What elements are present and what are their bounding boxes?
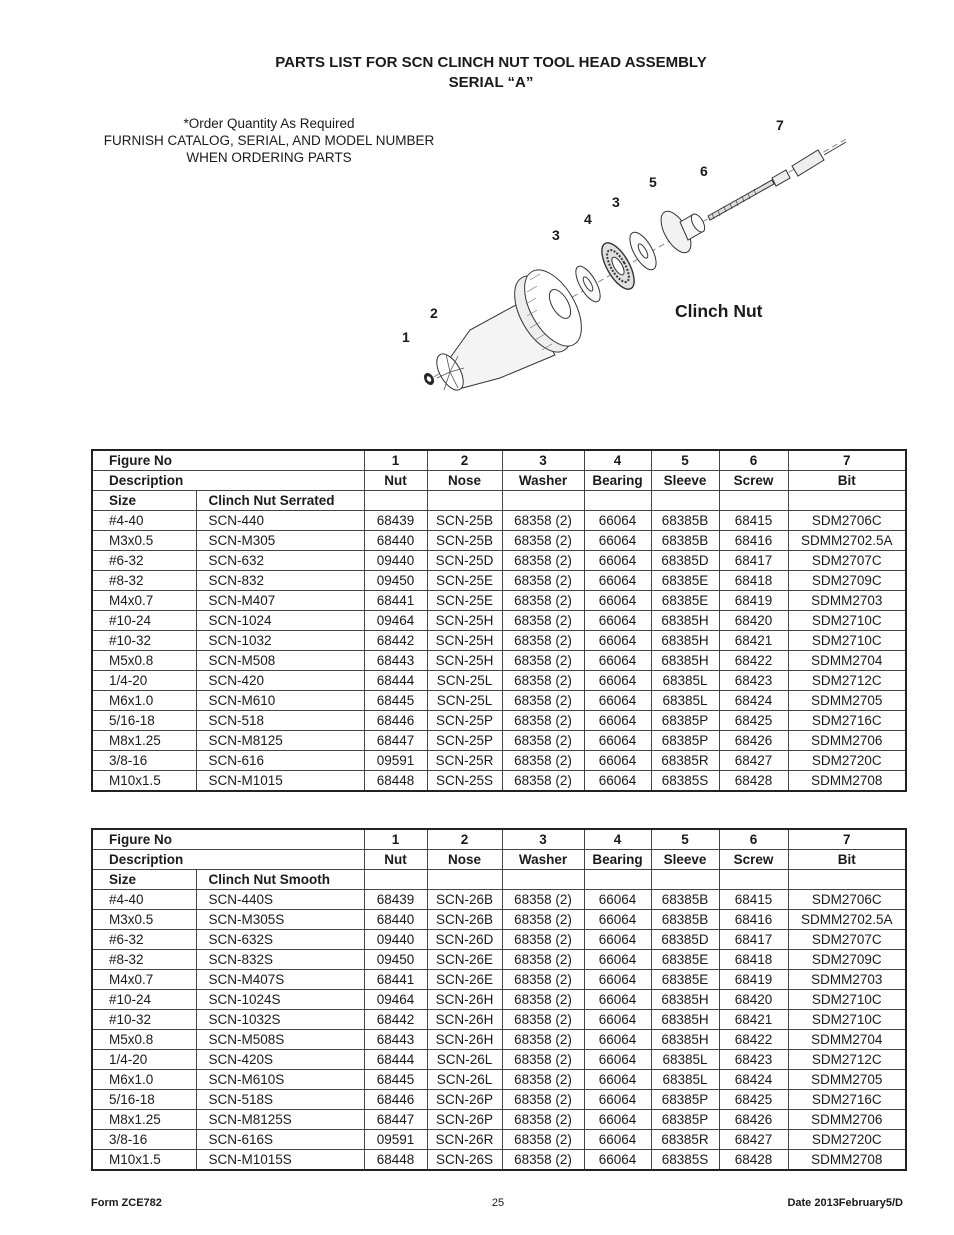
table-row: #10-32 SCN-1032 68442 SCN-25H 68358 (2) 66064 68385H 68421 SDM2710C bbox=[92, 631, 906, 651]
table-row: M10x1.5 SCN-M1015 68448 SCN-25S 68358 (2) 66064 68385S 68428 SDMM2708 bbox=[92, 771, 906, 792]
table-row: #10-32 SCN-1032S 68442 SCN-26H 68358 (2) 66064 68385H 68421 SDM2710C bbox=[92, 1010, 906, 1030]
col-bit: Bit bbox=[788, 471, 906, 491]
fig-3: 3 bbox=[502, 450, 584, 471]
table-row: M8x1.25 SCN-M8125S 68447 SCN-26P 68358 (2) 66064 68385P 68426 SDMM2706 bbox=[92, 1110, 906, 1130]
table-row: 1/4-20 SCN-420S 68444 SCN-26L 68358 (2) 66064 68385L 68423 SDM2712C bbox=[92, 1050, 906, 1070]
callout-1: 1 bbox=[402, 329, 410, 345]
col-bearing: Bearing bbox=[584, 471, 651, 491]
part-washer-1 bbox=[571, 263, 605, 306]
figure-no-label: Figure No bbox=[92, 829, 364, 850]
size-label: Size bbox=[92, 870, 196, 890]
col-nut: Nut bbox=[364, 471, 427, 491]
fig-7: 7 bbox=[788, 450, 906, 471]
fig-6: 6 bbox=[719, 450, 788, 471]
col-washer: Washer bbox=[502, 850, 584, 870]
fig-4: 4 bbox=[584, 450, 651, 471]
part-nut bbox=[423, 372, 436, 386]
col-bearing: Bearing bbox=[584, 850, 651, 870]
fig-5: 5 bbox=[651, 450, 719, 471]
fig-4: 4 bbox=[584, 829, 651, 850]
table-row: #10-24 SCN-1024 09464 SCN-25H 68358 (2) 66064 68385H 68420 SDM2710C bbox=[92, 611, 906, 631]
fig-2: 2 bbox=[427, 450, 502, 471]
type-label: Clinch Nut Smooth bbox=[196, 870, 364, 890]
table-row: #8-32 SCN-832S 09450 SCN-26E 68358 (2) 66064 68385E 68418 SDM2709C bbox=[92, 950, 906, 970]
table-row: M3x0.5 SCN-M305S 68440 SCN-26B 68358 (2) 66064 68385B 68416 SDMM2702.5A bbox=[92, 910, 906, 930]
col-sleeve: Sleeve bbox=[651, 850, 719, 870]
fig-5: 5 bbox=[651, 829, 719, 850]
table-row: M10x1.5 SCN-M1015S 68448 SCN-26S 68358 (2) 66064 68385S 68428 SDMM2708 bbox=[92, 1150, 906, 1171]
table-row: #10-24 SCN-1024S 09464 SCN-26H 68358 (2) 66064 68385H 68420 SDM2710C bbox=[92, 990, 906, 1010]
col-bit: Bit bbox=[788, 850, 906, 870]
table-row: #6-32 SCN-632S 09440 SCN-26D 68358 (2) 66064 68385D 68417 SDM2707C bbox=[92, 930, 906, 950]
description-label: Description bbox=[92, 850, 364, 870]
table-row: M3x0.5 SCN-M305 68440 SCN-25B 68358 (2) 66064 68385B 68416 SDMM2702.5A bbox=[92, 531, 906, 551]
order-note-line-2: FURNISH CATALOG, SERIAL, AND MODEL NUMBER bbox=[103, 133, 435, 148]
callout-3-first: 3 bbox=[552, 227, 560, 243]
col-nose: Nose bbox=[427, 850, 502, 870]
fig-3: 3 bbox=[502, 829, 584, 850]
part-screw bbox=[708, 170, 790, 220]
fig-1: 1 bbox=[364, 450, 427, 471]
table-row: #6-32 SCN-632 09440 SCN-25D 68358 (2) 66064 68385D 68417 SDM2707C bbox=[92, 551, 906, 571]
callout-2: 2 bbox=[430, 305, 438, 321]
col-screw: Screw bbox=[719, 850, 788, 870]
parts-table-serrated bbox=[91, 449, 907, 792]
table-row: 5/16-18 SCN-518S 68446 SCN-26P 68358 (2) 66064 68385P 68425 SDM2716C bbox=[92, 1090, 906, 1110]
order-note-line-3: WHEN ORDERING PARTS bbox=[186, 150, 352, 165]
callout-4: 4 bbox=[584, 211, 592, 227]
page-number: 25 bbox=[491, 1197, 505, 1209]
fig-6: 6 bbox=[719, 829, 788, 850]
page-title bbox=[0, 53, 954, 93]
table-row: #4-40 SCN-440 68439 SCN-25B 68358 (2) 66064 68385B 68415 SDM2706C bbox=[92, 511, 906, 531]
col-nose: Nose bbox=[427, 471, 502, 491]
table-row: M5x0.8 SCN-M508 68443 SCN-25H 68358 (2) 66064 68385H 68422 SDMM2704 bbox=[92, 651, 906, 671]
description-row bbox=[92, 850, 906, 870]
order-note-line-1: *Order Quantity As Required bbox=[183, 116, 355, 131]
type-label: Clinch Nut Serrated bbox=[196, 491, 364, 511]
fig-2: 2 bbox=[427, 829, 502, 850]
diagram-caption: Clinch Nut bbox=[675, 301, 763, 321]
col-sleeve: Sleeve bbox=[651, 471, 719, 491]
table-row: 3/8-16 SCN-616S 09591 SCN-26R 68358 (2) 66064 68385R 68427 SDM2720C bbox=[92, 1130, 906, 1150]
table-row: M6x1.0 SCN-M610 68445 SCN-25L 68358 (2) 66064 68385L 68424 SDMM2705 bbox=[92, 691, 906, 711]
fig-1: 1 bbox=[364, 829, 427, 850]
table-row: M5x0.8 SCN-M508S 68443 SCN-26H 68358 (2) 66064 68385H 68422 SDMM2704 bbox=[92, 1030, 906, 1050]
size-header-row bbox=[92, 870, 906, 890]
figure-no-label: Figure No bbox=[92, 450, 364, 471]
callout-3-second: 3 bbox=[612, 194, 620, 210]
part-nose-body bbox=[431, 261, 593, 395]
description-label: Description bbox=[92, 471, 364, 491]
table-row: 1/4-20 SCN-420 68444 SCN-25L 68358 (2) 66064 68385L 68423 SDM2712C bbox=[92, 671, 906, 691]
callout-5: 5 bbox=[649, 174, 657, 190]
table-row: M4x0.7 SCN-M407S 68441 SCN-26E 68358 (2) 66064 68385E 68419 SDMM2703 bbox=[92, 970, 906, 990]
col-nut: Nut bbox=[364, 850, 427, 870]
callout-7: 7 bbox=[776, 117, 784, 133]
revision-date: Date 2013February5/D bbox=[787, 1197, 903, 1209]
table-row: M8x1.25 SCN-M8125 68447 SCN-25P 68358 (2) 66064 68385P 68426 SDMM2706 bbox=[92, 731, 906, 751]
title-line-1: PARTS LIST FOR SCN CLINCH NUT TOOL HEAD ASSEMBLY bbox=[275, 54, 707, 71]
description-row bbox=[92, 471, 906, 491]
figure-number-row bbox=[92, 829, 906, 850]
title-line-2: SERIAL “A” bbox=[448, 74, 534, 91]
size-label: Size bbox=[92, 491, 196, 511]
figure-number-row bbox=[92, 450, 906, 471]
col-washer: Washer bbox=[502, 471, 584, 491]
part-bit bbox=[792, 142, 846, 176]
table-row: #8-32 SCN-832 09450 SCN-25E 68358 (2) 66064 68385E 68418 SDM2709C bbox=[92, 571, 906, 591]
callout-6: 6 bbox=[700, 163, 708, 179]
parts-table-smooth bbox=[91, 828, 907, 1171]
table-row: 5/16-18 SCN-518 68446 SCN-25P 68358 (2) 66064 68385P 68425 SDM2716C bbox=[92, 711, 906, 731]
exploded-view-diagram bbox=[380, 110, 880, 400]
table-row: 3/8-16 SCN-616 09591 SCN-25R 68358 (2) 66064 68385R 68427 SDM2720C bbox=[92, 751, 906, 771]
table-row: #4-40 SCN-440S 68439 SCN-26B 68358 (2) 66064 68385B 68415 SDM2706C bbox=[92, 890, 906, 910]
form-number: Form ZCE782 bbox=[91, 1197, 162, 1209]
size-header-row bbox=[92, 491, 906, 511]
col-screw: Screw bbox=[719, 471, 788, 491]
table-row: M6x1.0 SCN-M610S 68445 SCN-26L 68358 (2) 66064 68385L 68424 SDMM2705 bbox=[92, 1070, 906, 1090]
part-sleeve bbox=[655, 207, 707, 258]
fig-7: 7 bbox=[788, 829, 906, 850]
table-row: M4x0.7 SCN-M407 68441 SCN-25E 68358 (2) 66064 68385E 68419 SDMM2703 bbox=[92, 591, 906, 611]
